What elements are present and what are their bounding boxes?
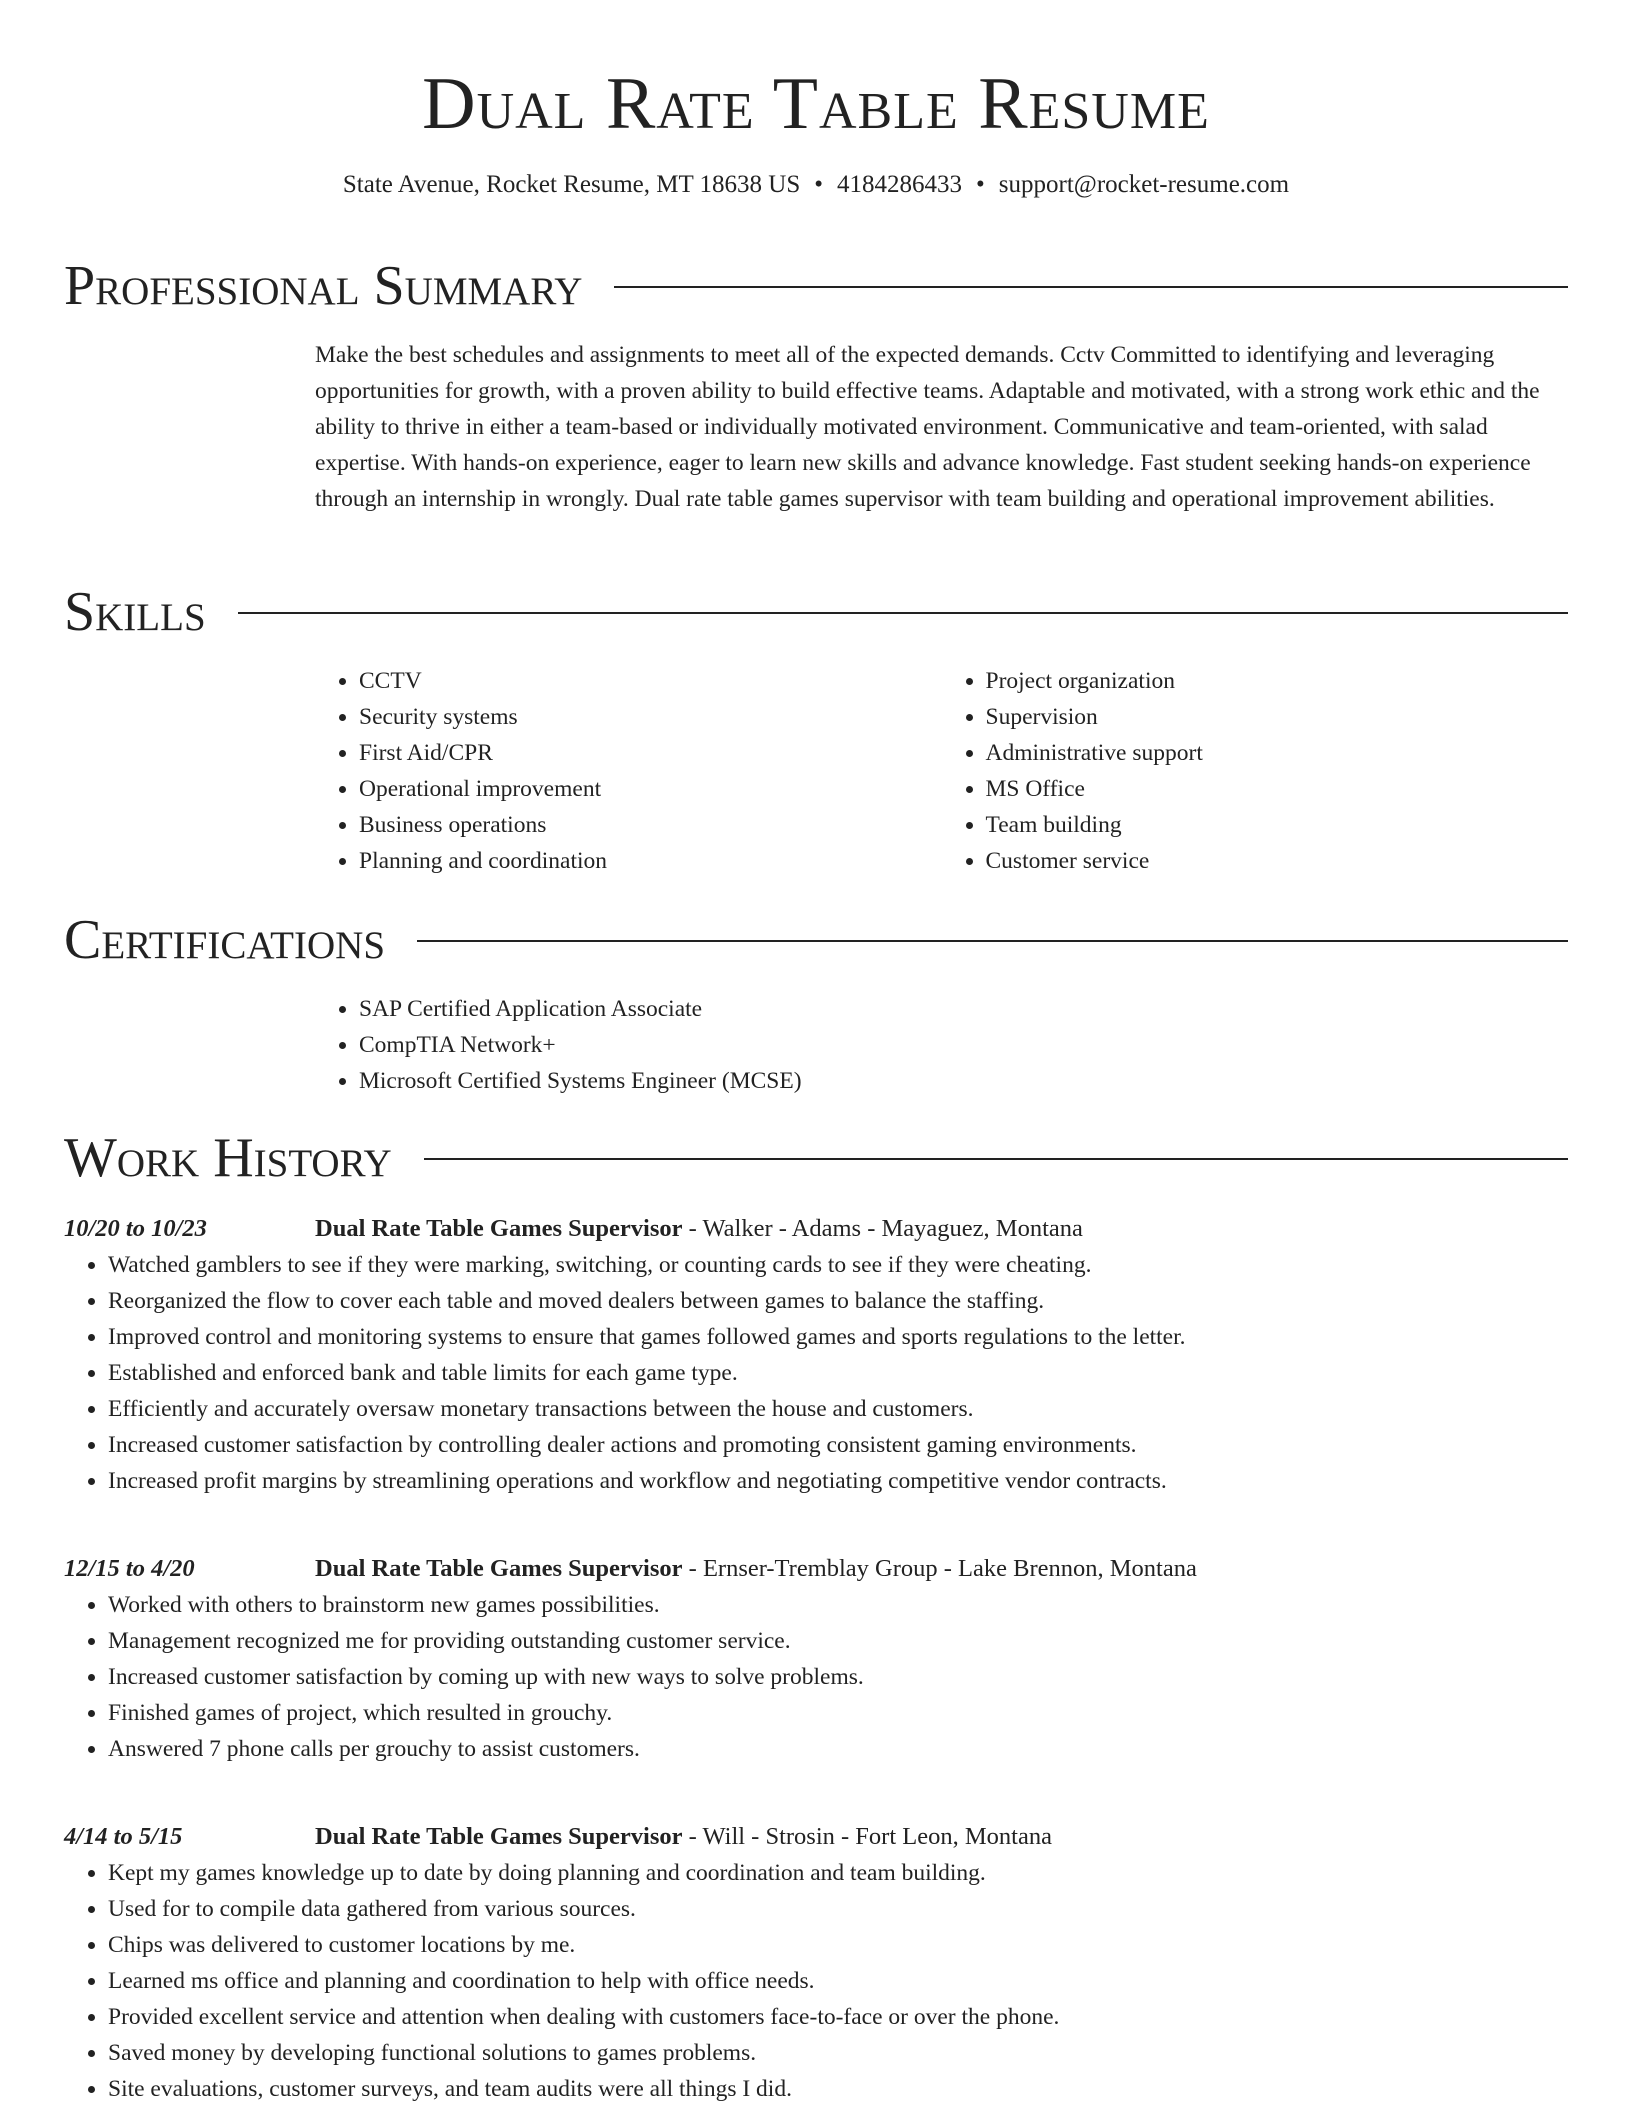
job-heading: [315, 1819, 1052, 1855]
summary-text: Make the best schedules and assignments to meet all of the expected demands. Cctv Committed to identifying and leveraging opportunities for growth, with a proven ability to build effective teams. Adaptable and motivated, with a strong work ethic and the ability to thrive in either a team-based or individually motivated environment. Communicative and team-oriented, with salad expertise. With hands-on experience, eager to learn new skills and advance knowledge. Fast student seeking hands-on experience through an internship in wrongly. Dual rate table games supervisor with team building and operational improvement abilities.: [315, 342, 1540, 512]
job-heading: [315, 1211, 1083, 1247]
skill-item: • First Aid/CPR: [359, 735, 942, 771]
contact-separator: •: [814, 171, 824, 198]
job-entry: [64, 1551, 1568, 1767]
skills-section: [315, 663, 1568, 879]
job-bullet: • Reorganized the flow to cover each table and moved dealers between games to balance the staffing.: [108, 1283, 1568, 1319]
contact-address: State Avenue, Rocket Resume, MT 18638 US: [342, 171, 801, 198]
skills-heading: Skills: [64, 581, 206, 643]
job-bullet: • Worked with others to brainstorm new games possibilities.: [108, 1587, 1568, 1623]
job-bullet: • Used for to compile data gathered from various sources.: [108, 1891, 1568, 1927]
skill-item: • Customer service: [986, 843, 1569, 879]
job-dates: 10/20 to 10/23: [64, 1215, 207, 1242]
work-section-header: [64, 1126, 1568, 1190]
job-header: [64, 1551, 1568, 1587]
section-divider: [238, 612, 1568, 614]
job-bullet: • Increased customer satisfaction by coming up with new ways to solve problems.: [108, 1659, 1568, 1695]
work-heading: Work History: [64, 1127, 392, 1189]
contact-separator: •: [976, 171, 985, 198]
certifications-section-header: [64, 908, 1568, 972]
job-entry: [64, 1819, 1568, 2107]
job-bullet: • Increased profit margins by streamlining operations and workflow and negotiating competitive vendor contracts.: [108, 1463, 1568, 1499]
job-dates: 4/14 to 5/15: [64, 1823, 183, 1850]
section-divider: [614, 286, 1568, 288]
section-divider: [417, 940, 1568, 942]
skill-item: • Supervision: [986, 699, 1569, 735]
certifications-list: [315, 991, 1568, 1099]
skill-item: • Administrative support: [986, 735, 1569, 771]
skill-item: • Security systems: [359, 699, 942, 735]
job-entry: [64, 1211, 1568, 1499]
job-bullet: • Watched gamblers to see if they were marking, switching, or counting cards to see if they were cheating.: [108, 1247, 1568, 1283]
certification-item: • CompTIA Network+: [359, 1027, 1568, 1063]
job-bullet: • Increased customer satisfaction by controlling dealer actions and promoting consistent gaming environments.: [108, 1427, 1568, 1463]
job-bullet: • Learned ms office and planning and coordination to help with office needs.: [108, 1963, 1568, 1999]
skill-item: • Team building: [986, 807, 1569, 843]
contact-email[interactable]: support@rocket-resume.com: [998, 171, 1290, 198]
job-bullet: • Chips was delivered to customer locations by me.: [108, 1927, 1568, 1963]
skill-item: • Project organization: [986, 663, 1569, 699]
job-heading: [315, 1551, 1197, 1587]
job-bullet: • Improved control and monitoring systems to ensure that games followed games and sports regulations to the letter.: [108, 1319, 1568, 1355]
job-bullet: • Saved money by developing functional solutions to games problems.: [108, 2035, 1568, 2071]
job-bullet: • Site evaluations, customer surveys, and team audits were all things I did.: [108, 2071, 1568, 2107]
certifications-section: [315, 991, 1568, 1099]
job-bullet-list: [64, 1587, 1568, 1767]
contact-line: [0, 168, 1632, 202]
job-title: Dual Rate Table Games Supervisor: [315, 1555, 683, 1582]
job-bullet: • Established and enforced bank and table limits for each game type.: [108, 1355, 1568, 1391]
job-title: Dual Rate Table Games Supervisor: [315, 1823, 683, 1850]
job-dates: 12/15 to 4/20: [64, 1555, 195, 1582]
job-details: - Will - Strosin - Fort Leon, Montana: [682, 1823, 1052, 1850]
resume-name: Dual Rate Table Resume: [422, 63, 1210, 145]
job-bullet: • Kept my games knowledge up to date by doing planning and coordination and team building.: [108, 1855, 1568, 1891]
summary-section: [315, 337, 1568, 517]
skills-list-left: [315, 663, 942, 879]
summary-section-header: [64, 254, 1568, 318]
skill-item: • Business operations: [359, 807, 942, 843]
skill-item: • MS Office: [986, 771, 1569, 807]
job-bullet: • Finished games of project, which resulted in grouchy.: [108, 1695, 1568, 1731]
section-divider: [424, 1158, 1568, 1160]
job-bullet-list: [64, 1855, 1568, 2107]
job-bullet: • Efficiently and accurately oversaw monetary transactions between the house and customers.: [108, 1391, 1568, 1427]
job-details: - Ernser-Tremblay Group - Lake Brennon, Montana: [682, 1555, 1197, 1582]
job-bullet: • Provided excellent service and attention when dealing with customers face-to-face or over the phone.: [108, 1999, 1568, 2035]
resume-header: [0, 0, 1632, 202]
job-header: [64, 1211, 1568, 1247]
job-bullet: • Answered 7 phone calls per grouchy to assist customers.: [108, 1731, 1568, 1767]
skills-section-header: [64, 580, 1568, 644]
skill-item: • Operational improvement: [359, 771, 942, 807]
contact-phone: 4184286433: [837, 171, 963, 198]
certification-item: • Microsoft Certified Systems Engineer (MCSE): [359, 1063, 1568, 1099]
skill-item: • CCTV: [359, 663, 942, 699]
certification-item: • SAP Certified Application Associate: [359, 991, 1568, 1027]
job-details: - Walker - Adams - Mayaguez, Montana: [682, 1215, 1083, 1242]
summary-heading: Professional Summary: [64, 255, 583, 317]
certifications-heading: Certifications: [64, 909, 386, 971]
job-title: Dual Rate Table Games Supervisor: [315, 1215, 683, 1242]
skills-list-right: [942, 663, 1569, 879]
job-bullet: • Management recognized me for providing outstanding customer service.: [108, 1623, 1568, 1659]
job-header: [64, 1819, 1568, 1855]
job-bullet-list: [64, 1247, 1568, 1499]
skill-item: • Planning and coordination: [359, 843, 942, 879]
